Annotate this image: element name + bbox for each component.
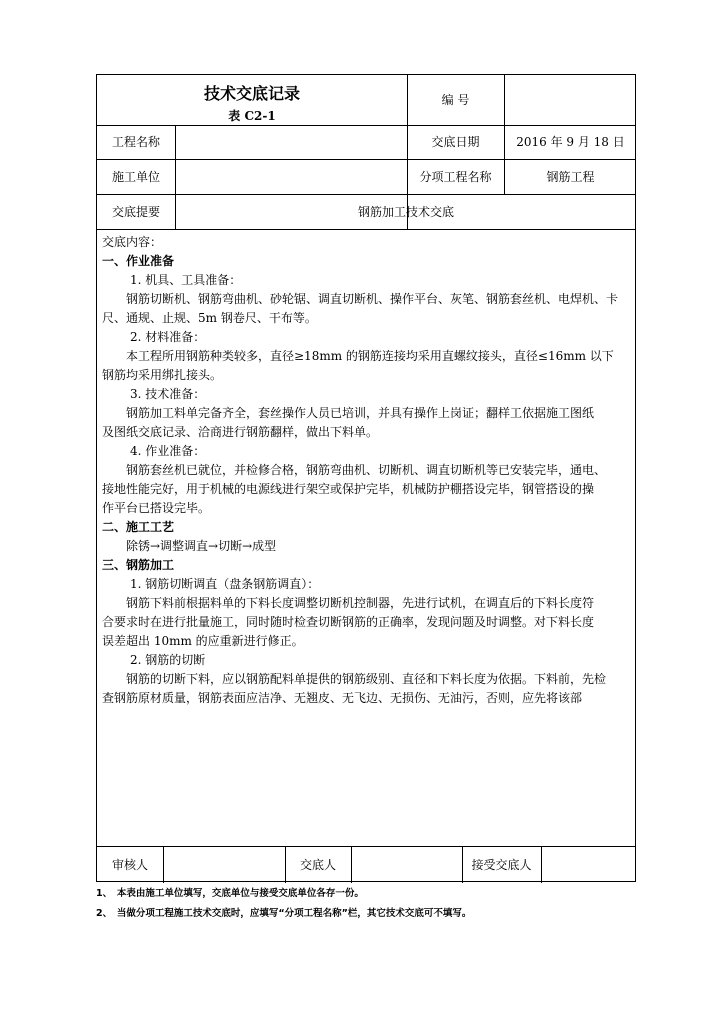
summary-field[interactable]: 钢筋加工技术交底 [357,204,454,219]
content-line: 误差超出 10mm 的应重新进行修正。 [102,634,304,648]
receiver-label: 接受交底人 [471,857,532,872]
content-line: 合要求时在进行批量施工，同时随时检查切断钢筋的正确率，发现问题及时调整。对下料长度 [102,615,595,629]
content-line: 钢筋下料前根据料单的下料长度调整切断机控制器，先进行试机，在调直后的下料长度符 [126,596,595,610]
content-line: 本工程所用钢筋种类较多，直径≥18mm 的钢筋连接均采用直螺纹接头，直径≤16mm 以下 [126,349,614,363]
disclosure-content[interactable] [102,233,632,708]
content-line: 1. 钢筋切断调直（盘条钢筋调直）： [130,577,320,591]
content-line: 2. 材料准备： [130,330,206,344]
content-line: 钢筋加工料单完备齐全，套丝操作人员已培训，并具有操作上岗证；翻样工依据施工图纸 [126,406,595,420]
note-item: 1、 本表由施工单位填写，交底单位与接受交底单位各存一份。 [96,888,364,899]
unit-label: 施工单位 [111,169,160,184]
date-field[interactable]: 2016 年 9 月 18 日 [516,135,625,149]
number-field[interactable] [504,75,637,125]
project-name-field[interactable] [175,125,407,159]
unit-field[interactable] [175,159,407,194]
content-line: 作平台已搭设完毕。 [102,501,211,515]
subproject-label: 分项工程名称 [419,169,492,184]
content-line: 3. 技术准备： [130,387,206,401]
content-line: 4. 作业准备： [130,444,206,458]
reviewer-label: 审核人 [111,857,148,872]
reviewer-field[interactable] [163,846,285,883]
discloser-field[interactable] [351,846,462,883]
content-line: 2. 钢筋的切断 [130,653,206,667]
date-label: 交底日期 [431,135,480,149]
row-divider [97,229,635,230]
number-label: 编 号 [441,93,470,107]
discloser-label: 交底人 [299,857,336,872]
content-line: 钢筋均采用绑扎接头。 [102,368,223,382]
content-line: 钢筋套丝机已就位，并检修合格，钢筋弯曲机、切断机、调直切断机等已安装完毕，通电、 [126,463,607,477]
form-notes [96,884,471,924]
content-line: 1. 机具、工具准备： [130,273,242,287]
content-line: 及图纸交底记录、洽商进行钢筋翻样，做出下料单。 [102,425,379,439]
receiver-field[interactable] [541,846,637,883]
section-heading: 一、作业准备 [102,254,175,268]
form-code: 表 C2-1 [228,109,276,123]
section-heading: 三、钢筋加工 [102,558,175,572]
content-line: 钢筋的切断下料，应以钢筋配料单提供的钢筋级别、直径和下料长度为依据。下料前，先检 [126,672,607,686]
content-line: 除锈→调整调直→切断→成型 [126,539,277,553]
content-line: 查钢筋原材质量，钢筋表面应洁净、无翘皮、无飞边、无损伤、无油污，否则，应先将该部 [102,691,583,705]
note-item: 2、 当做分项工程施工技术交底时，应填写“分项工程名称”栏，其它技术交底可不填写。 [96,908,472,919]
summary-label: 交底提要 [111,204,160,219]
subproject-field[interactable]: 钢筋工程 [546,169,595,184]
content-line: 尺、通规、止规、5m 钢卷尺、干布等。 [102,311,317,325]
disclosure-form [96,74,636,882]
section-heading: 二、施工工艺 [102,520,175,534]
content-line: 钢筋切断机、钢筋弯曲机、砂轮锯、调直切断机、操作平台、灰笔、钢筋套丝机、电焊机、卡 [126,292,619,306]
project-name-label: 工程名称 [111,135,160,149]
content-line: 接地性能完好，用于机械的电源线进行架空或保护完毕，机械防护棚搭设完毕，钢管搭设的操 [102,482,595,496]
content-intro: 交底内容： [102,235,163,249]
form-title: 技术交底记录 [203,84,300,103]
